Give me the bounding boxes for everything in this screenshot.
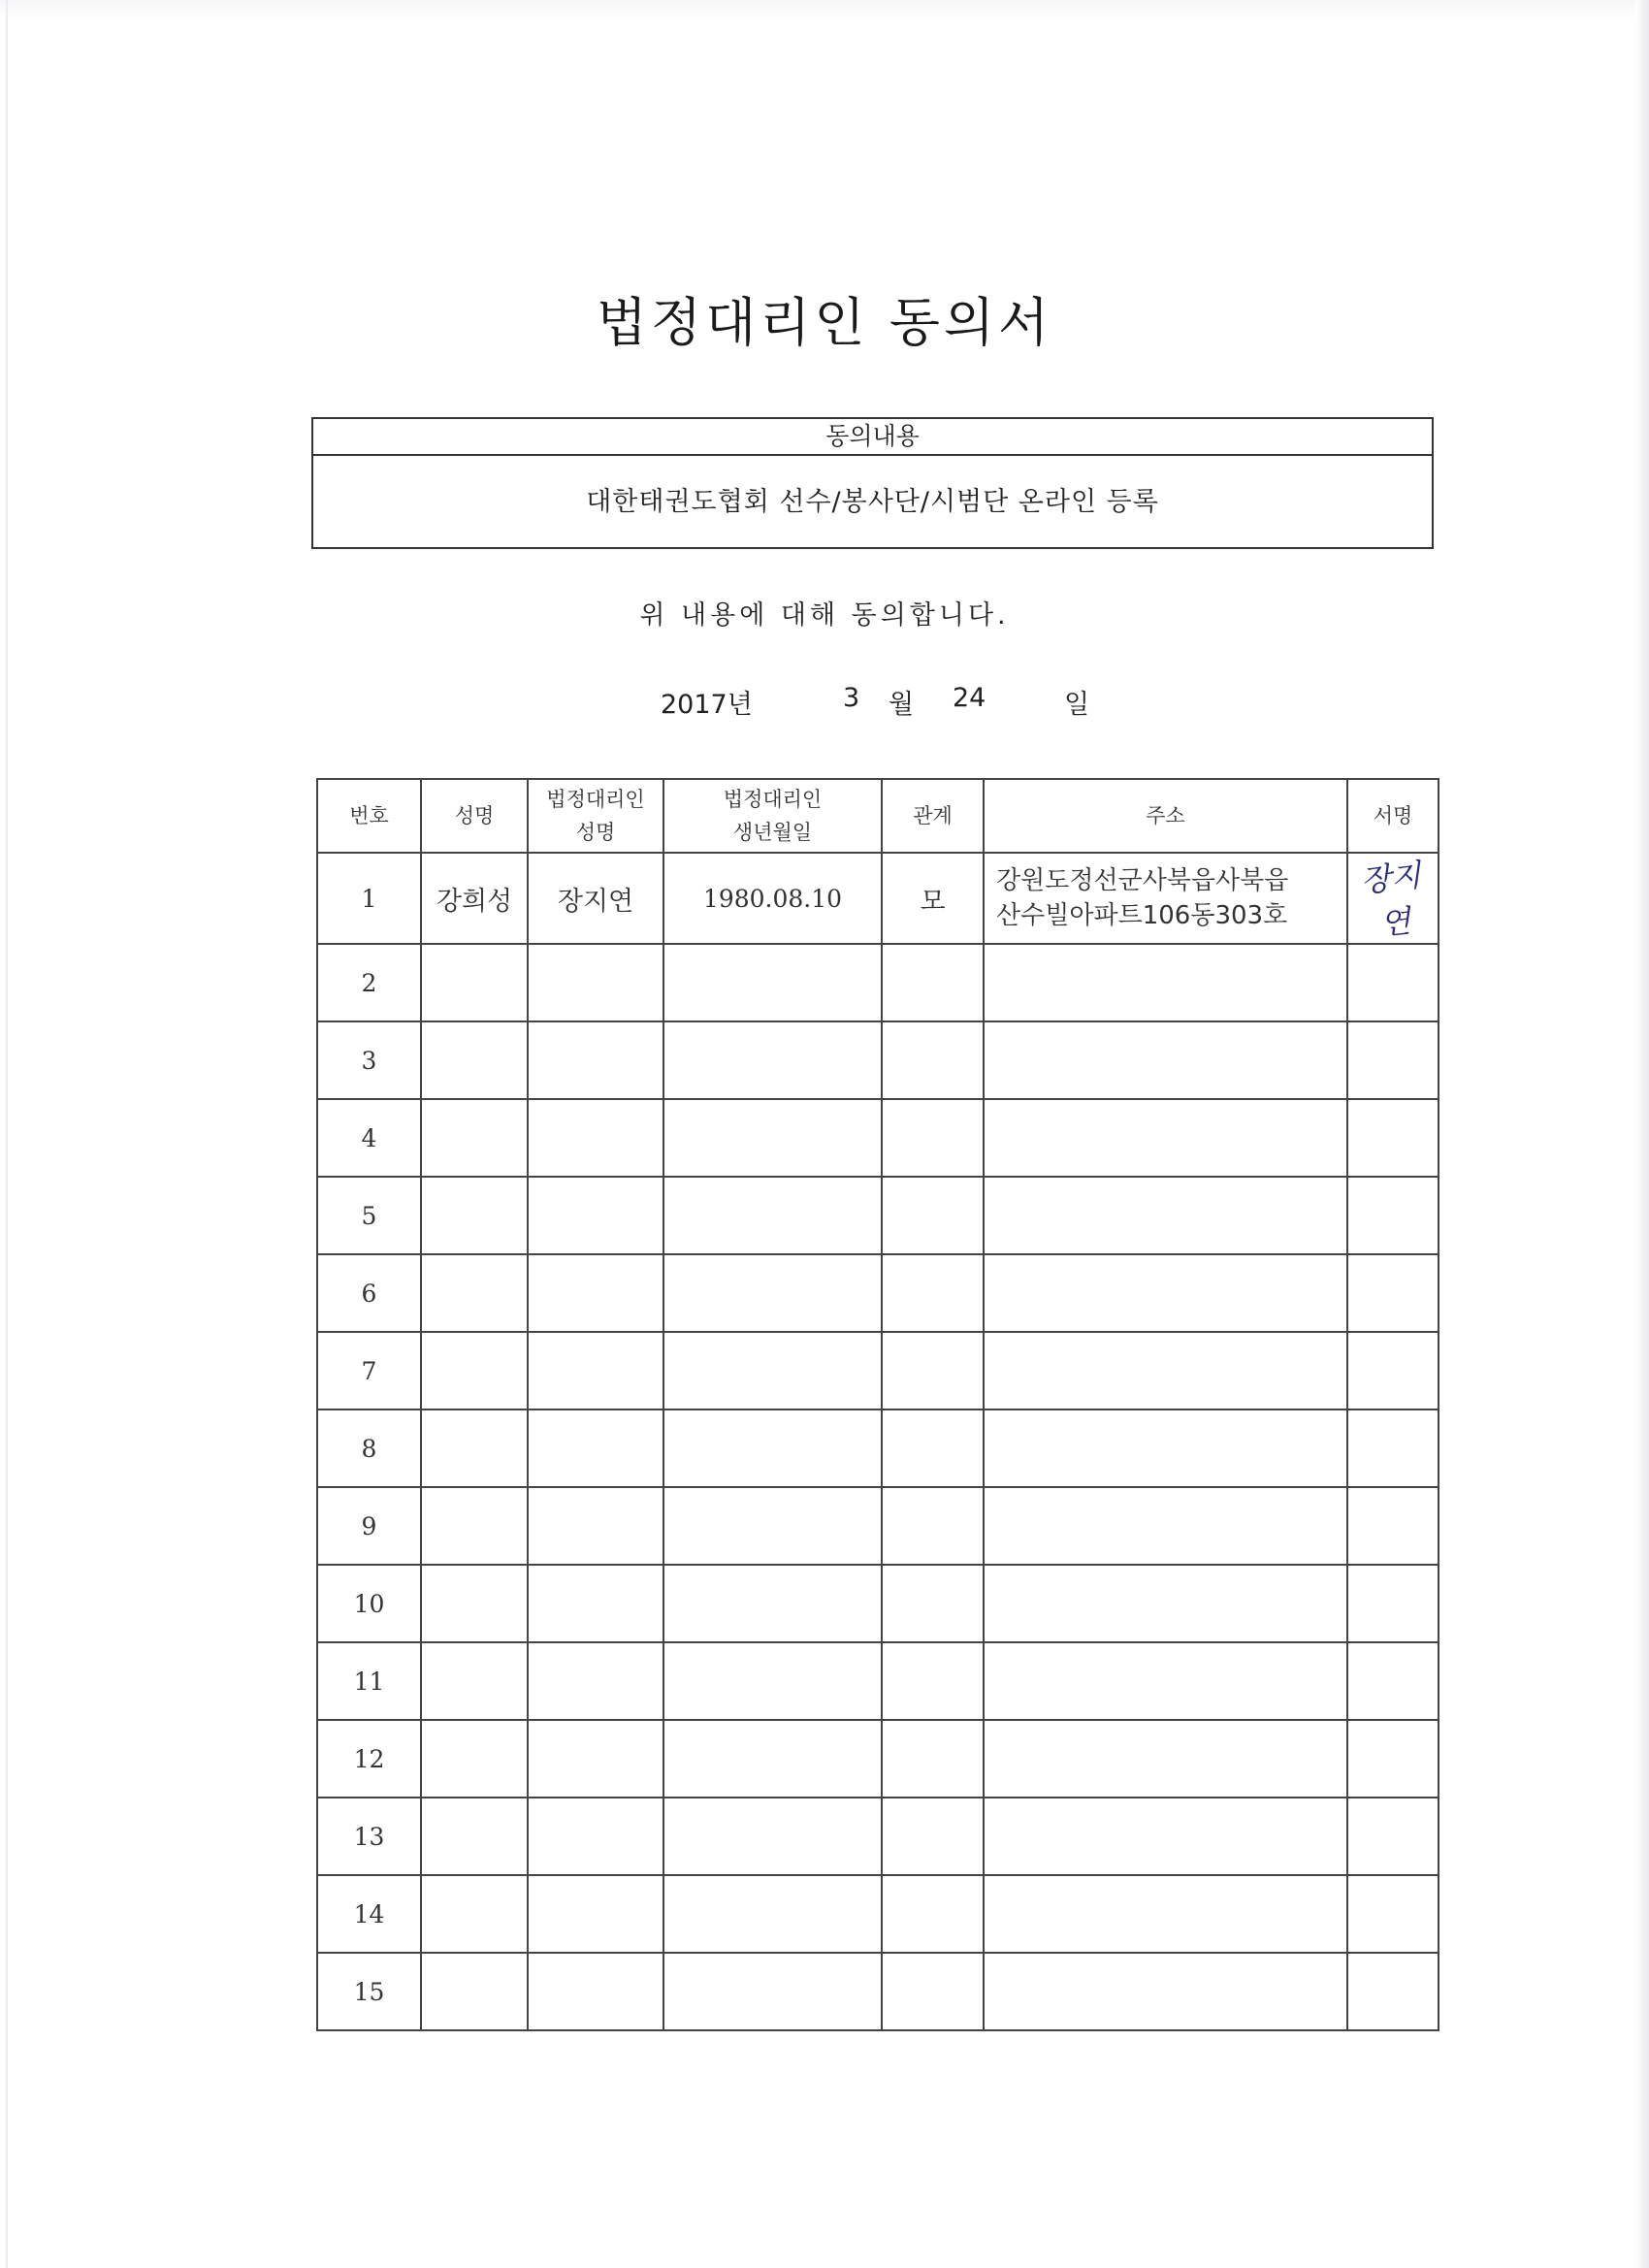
header-name: 성명 xyxy=(421,779,528,853)
table-row xyxy=(317,1953,1439,2030)
row-number: 4 xyxy=(317,1099,421,1177)
table-row xyxy=(317,1720,1439,1798)
date-day: 24 xyxy=(953,683,986,713)
table-row xyxy=(317,1487,1439,1565)
header-guardian-name-line2: 성명 xyxy=(575,821,616,844)
consent-content: 대한태권도협회 선수/봉사단/시범단 온라인 등록 xyxy=(586,487,1159,517)
header-guardian-birth-line2: 생년월일 xyxy=(732,821,813,844)
header-signature: 서명 xyxy=(1347,779,1439,853)
header-guardian-name-line1: 법정대리인 xyxy=(546,788,645,811)
consent-header: 동의내용 xyxy=(313,419,1432,456)
table-row xyxy=(317,1565,1439,1642)
row-number: 8 xyxy=(317,1409,421,1487)
header-guardian-name xyxy=(528,779,663,853)
row-guardian-birth: 1980.08.10 xyxy=(663,853,882,944)
table-row xyxy=(317,1642,1439,1720)
row-number: 11 xyxy=(317,1642,421,1720)
header-guardian-birth xyxy=(663,779,882,853)
date-day-label: 일 xyxy=(1064,690,1090,720)
row-address-line1: 강원도정선군사북읍사북읍 xyxy=(996,866,1289,895)
row-number: 14 xyxy=(317,1875,421,1953)
consent-box xyxy=(311,417,1434,549)
document-title: 법정대리인 동의서 xyxy=(596,292,1053,353)
header-number: 번호 xyxy=(317,779,421,853)
row-number: 12 xyxy=(317,1720,421,1798)
row-guardian-name: 장지연 xyxy=(528,853,663,944)
row-number: 6 xyxy=(317,1254,421,1332)
row-relation: 모 xyxy=(882,853,984,944)
row-address-line2: 산수빌아파트106동303호 xyxy=(996,901,1288,930)
table-row xyxy=(317,1409,1439,1487)
row-number: 3 xyxy=(317,1021,421,1099)
row-number: 13 xyxy=(317,1798,421,1875)
table-row xyxy=(317,1021,1439,1099)
row-number: 9 xyxy=(317,1487,421,1565)
table-row xyxy=(317,1332,1439,1409)
row-name: 강희성 xyxy=(421,853,528,944)
row-number: 1 xyxy=(317,853,421,944)
guardian-table xyxy=(316,778,1439,2031)
table-row xyxy=(317,944,1439,1021)
date-year: 2017년 xyxy=(661,690,753,720)
table-row xyxy=(317,1177,1439,1254)
date-month: 3 xyxy=(843,683,860,713)
row-number: 10 xyxy=(317,1565,421,1642)
table-row xyxy=(317,1099,1439,1177)
row-number: 7 xyxy=(317,1332,421,1409)
agreement-statement: 위 내용에 대해 동의합니다. xyxy=(639,600,1010,631)
row-address xyxy=(984,853,1347,944)
header-address: 주소 xyxy=(984,779,1347,853)
header-relation: 관계 xyxy=(882,779,984,853)
handwritten-signature: 장지연 xyxy=(1359,856,1423,943)
date-month-label: 월 xyxy=(889,690,915,720)
table-row xyxy=(317,1875,1439,1953)
scan-edge-top xyxy=(0,0,1649,21)
table-row xyxy=(317,1254,1439,1332)
row-signature xyxy=(1347,853,1439,944)
table-header-row xyxy=(317,779,1439,853)
row-number: 2 xyxy=(317,944,421,1021)
header-guardian-birth-line1: 법정대리인 xyxy=(723,788,823,811)
table-row xyxy=(317,853,1439,944)
row-number: 5 xyxy=(317,1177,421,1254)
row-number: 15 xyxy=(317,1953,421,2030)
table-row xyxy=(317,1798,1439,1875)
